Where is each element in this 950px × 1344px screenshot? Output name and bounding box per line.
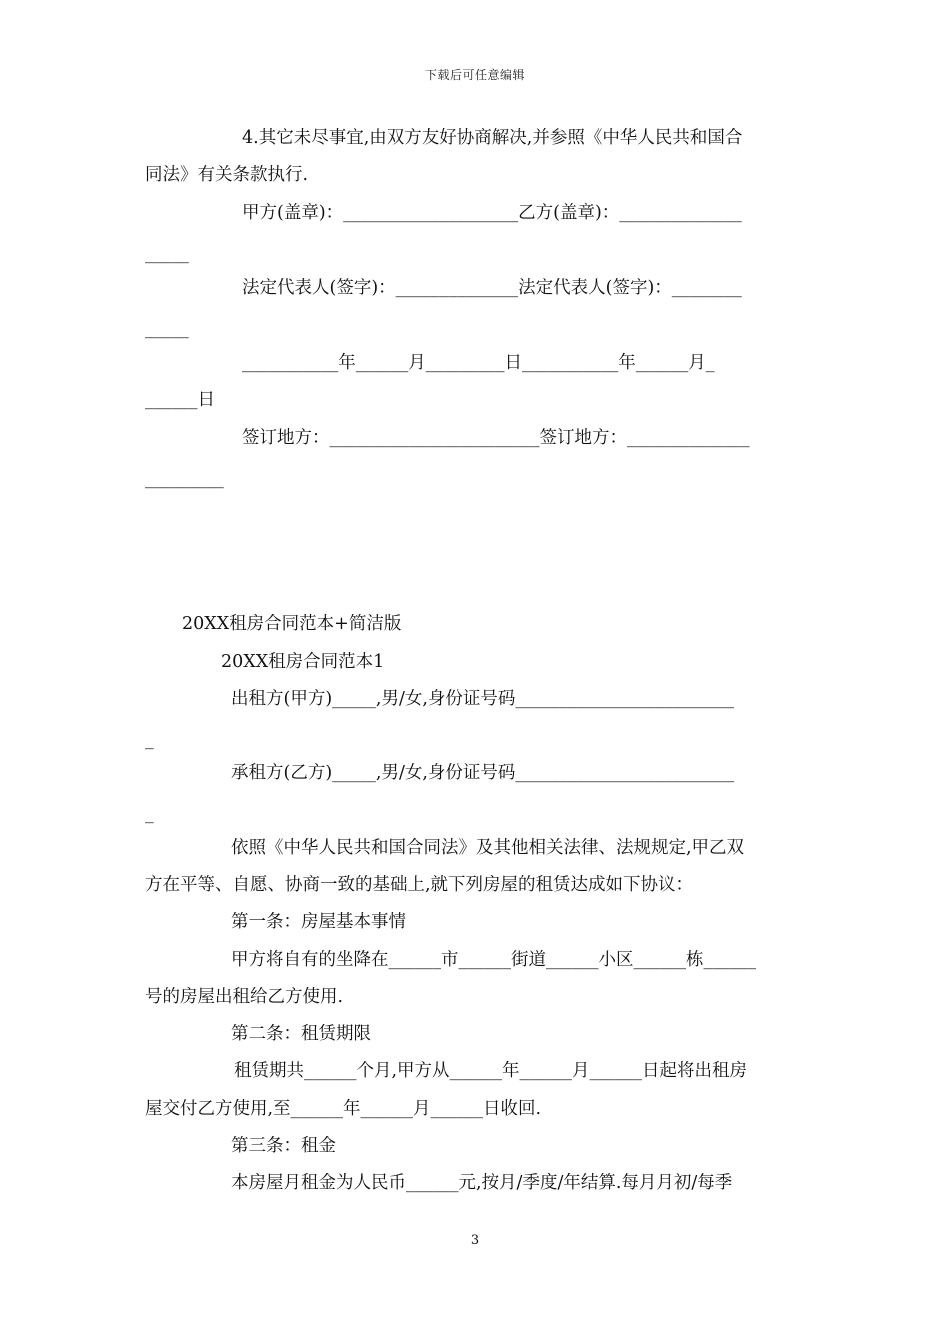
text-line: ______日 <box>145 390 215 410</box>
text-line: 方在平等、自愿、协商一致的基础上,就下列房屋的租赁达成如下协议： <box>145 875 694 895</box>
text-line: 甲方将自有的坐降在______市______街道______小区______栋______ <box>231 950 756 970</box>
text-line: 号的房屋出租给乙方使用. <box>145 987 344 1007</box>
text-line: ___________年______月_________日___________年______月_ <box>242 353 715 373</box>
clause-heading: 第一条：房屋基本事情 <box>231 912 406 932</box>
text-line: 出租方(甲方)_____,男/女,身份证号码_________________________ <box>231 689 735 709</box>
text-line: 法定代表人(签字)：______________法定代表人(签字)：________ <box>242 278 742 298</box>
text-line: _________ <box>145 469 224 489</box>
text-line: 甲方(盖章)：____________________乙方(盖章)：______________ <box>242 203 742 223</box>
text-line: 4.其它未尽事宜,由双方友好协商解决,并参照《中华人民共和国合 <box>242 128 743 148</box>
clause-heading: 第二条：租赁期限 <box>231 1024 371 1044</box>
text-line: 承租方(乙方)_____,男/女,身份证号码_________________________ <box>231 763 735 783</box>
text-line: 同法》有关条款执行. <box>145 165 309 185</box>
text-line: 本房屋月租金为人民币______元,按月/季度/年结算.每月月初/每季 <box>231 1173 733 1193</box>
text-line: _____ <box>145 244 189 264</box>
text-line: 屋交付乙方使用,至______年______月______日收回. <box>145 1099 542 1119</box>
subsection-title: 20XX租房合同范本1 <box>221 652 385 672</box>
text-line: 签订地方：________________________签订地方：______________ <box>242 428 750 448</box>
page-number: 3 <box>470 1233 480 1248</box>
text-line: _ <box>145 730 154 750</box>
text-line: _ <box>145 804 154 824</box>
text-line: 依照《中华人民共和国合同法》及其他相关法律、法规规定,甲乙双 <box>231 838 745 858</box>
section-title: 20XX租房合同范本+简洁版 <box>182 614 402 634</box>
page-header: 下载后可任意编辑 <box>424 68 525 82</box>
text-line: 租赁期共______个月,甲方从______年______月______日起将出租房 <box>234 1061 748 1081</box>
clause-heading: 第三条：租金 <box>231 1136 336 1156</box>
text-line: _____ <box>145 319 189 339</box>
